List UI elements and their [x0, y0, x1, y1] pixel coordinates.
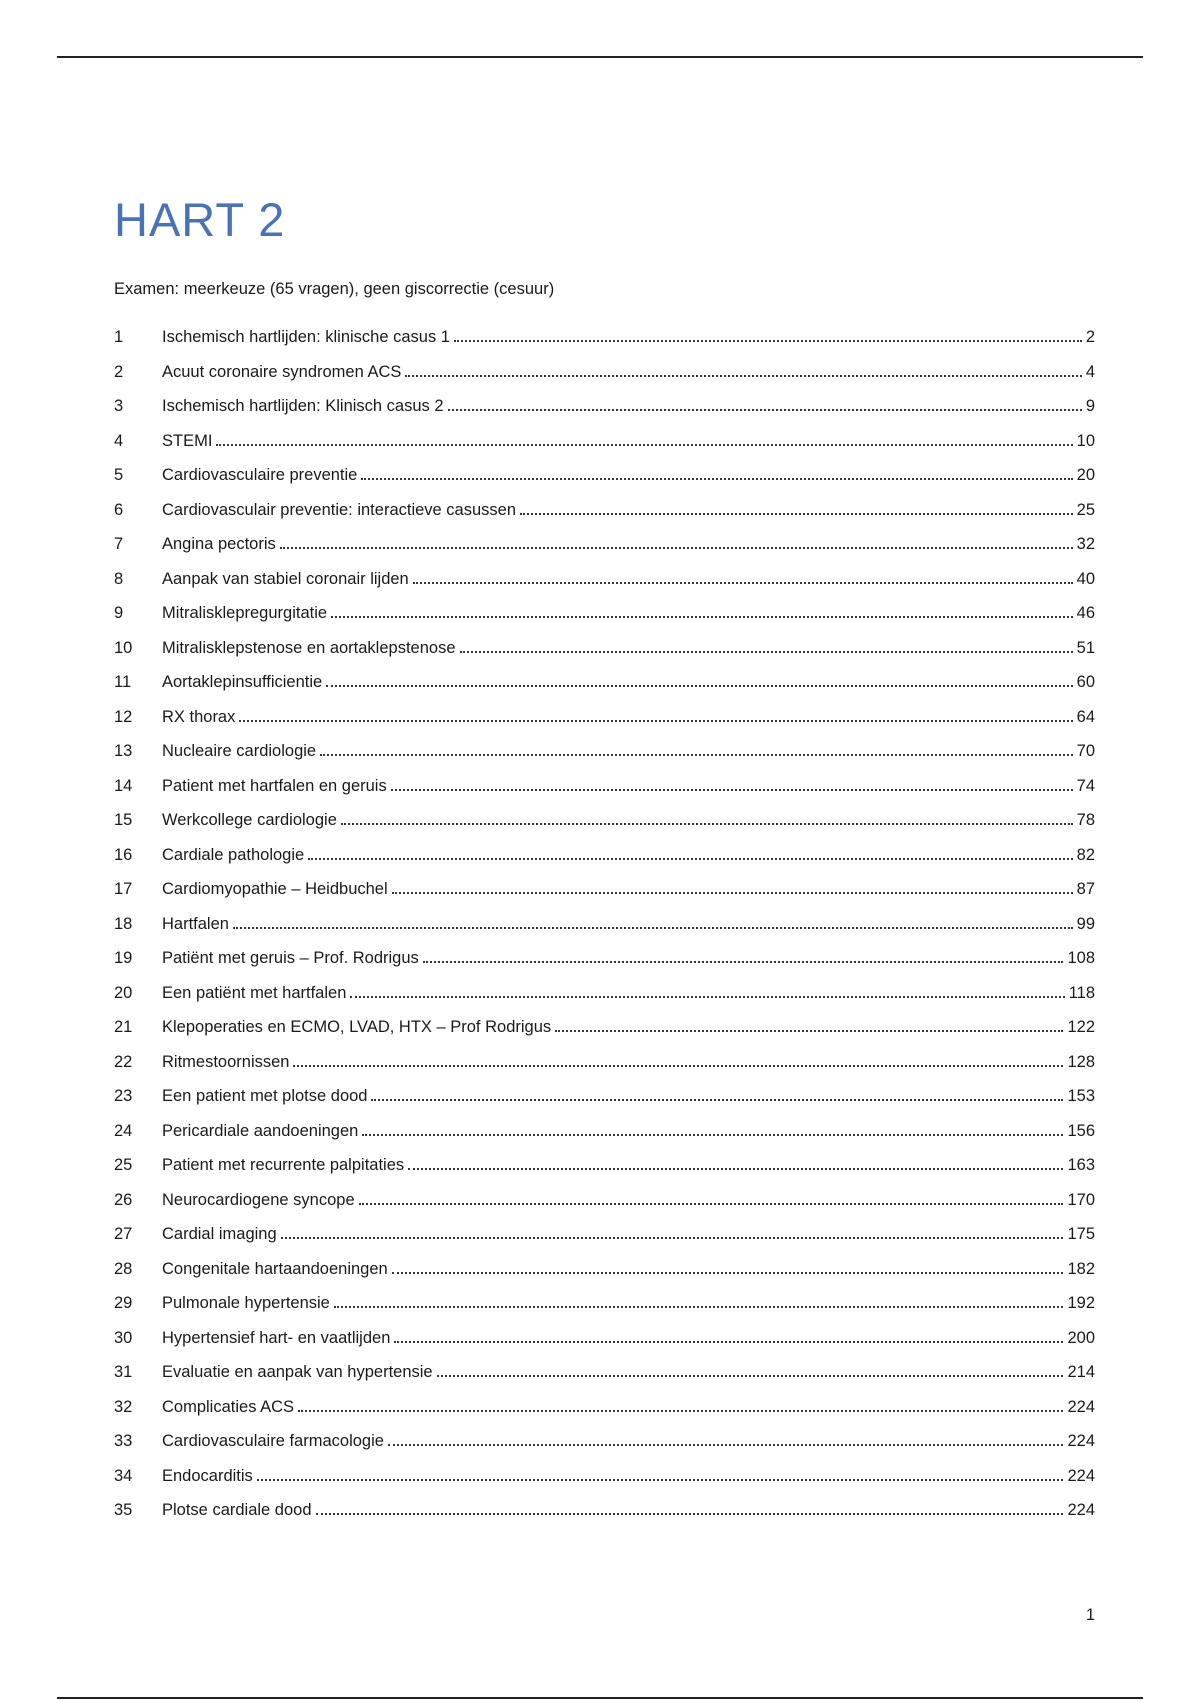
table-of-contents [114, 326, 1095, 1534]
toc-entry-number: 2 [114, 362, 124, 381]
toc-entry-title[interactable]: RX thorax [162, 707, 236, 726]
toc-entry-number: 18 [114, 914, 133, 933]
toc-entry-page[interactable]: 51 [1076, 638, 1095, 657]
toc-entry[interactable] [114, 706, 1095, 741]
toc-entry[interactable] [114, 775, 1095, 810]
toc-entry-number: 17 [114, 880, 133, 898]
toc-entry-title[interactable]: Cardial imaging [162, 1225, 277, 1243]
toc-dot-leader [362, 1134, 1063, 1136]
toc-entry-page[interactable]: 224 [1067, 1466, 1095, 1485]
toc-entry-page[interactable]: 60 [1076, 673, 1095, 691]
toc-entry-title[interactable]: Cardiovasculair preventie: interactieve casussen [162, 500, 517, 519]
toc-dot-leader [334, 1306, 1064, 1308]
toc-entry-number: 6 [114, 500, 124, 519]
toc-entry-title[interactable]: Nucleaire cardiologie [162, 742, 317, 760]
toc-entry-title[interactable]: Aanpak van stabiel coronair lijden [162, 569, 409, 588]
toc-entry-page[interactable]: 78 [1076, 811, 1095, 829]
toc-entry-title[interactable]: STEMI [162, 431, 213, 450]
toc-entry-number: 5 [114, 466, 124, 484]
toc-dot-leader [298, 1410, 1063, 1412]
toc-entry[interactable] [114, 637, 1095, 672]
toc-entry-page[interactable]: 46 [1076, 604, 1095, 622]
toc-entry-number: 27 [114, 1225, 133, 1243]
toc-entry[interactable] [114, 1051, 1095, 1086]
toc-entry-page[interactable]: 74 [1076, 776, 1095, 795]
toc-entry[interactable] [114, 1465, 1095, 1500]
toc-entry-title[interactable]: Hypertensief hart- en vaatlijden [162, 1328, 391, 1347]
toc-entry-title[interactable]: Aortaklepinsufficientie [162, 673, 323, 691]
toc-entry-title[interactable]: Evaluatie en aanpak van hypertensie [162, 1363, 433, 1381]
toc-entry-number: 34 [114, 1466, 133, 1485]
toc-entry-page[interactable]: 87 [1076, 880, 1095, 898]
toc-dot-leader [408, 1168, 1063, 1170]
toc-entry-title[interactable]: Acuut coronaire syndromen ACS [162, 362, 402, 381]
toc-entry-number: 22 [114, 1052, 133, 1071]
toc-entry-page[interactable]: 224 [1067, 1432, 1095, 1450]
toc-entry[interactable] [114, 913, 1095, 948]
toc-entry-page[interactable]: 122 [1067, 1018, 1095, 1036]
toc-entry-title[interactable]: Neurocardiogene syncope [162, 1190, 355, 1209]
toc-dot-leader [331, 616, 1073, 618]
page-number: 1 [1085, 1606, 1095, 1624]
toc-entry-page[interactable]: 153 [1067, 1087, 1095, 1105]
toc-entry-title[interactable]: Cardiale pathologie [162, 845, 305, 864]
toc-entry[interactable] [114, 430, 1095, 465]
toc-dot-leader [423, 961, 1064, 963]
toc-dot-leader [361, 478, 1072, 480]
toc-dot-leader [392, 1272, 1064, 1274]
toc-entry-title[interactable]: Pericardiale aandoeningen [162, 1121, 359, 1140]
toc-entry-title[interactable]: Mitralisklepregurgitatie [162, 604, 328, 622]
toc-entry[interactable] [114, 1189, 1095, 1224]
toc-dot-leader [216, 444, 1072, 446]
toc-entry-number: 9 [114, 604, 124, 622]
toc-entry-number: 10 [114, 638, 133, 657]
toc-dot-leader [280, 547, 1073, 549]
toc-entry-title[interactable]: Patiënt met geruis – Prof. Rodrigus [162, 949, 419, 967]
toc-entry-page[interactable]: 224 [1067, 1397, 1095, 1416]
toc-entry[interactable] [114, 740, 1095, 775]
toc-entry-title[interactable]: Een patiënt met hartfalen [162, 983, 347, 1002]
toc-dot-leader [391, 789, 1073, 791]
toc-dot-leader [394, 1341, 1063, 1343]
toc-dot-leader [257, 1479, 1064, 1481]
toc-entry[interactable] [114, 1430, 1095, 1465]
toc-entry[interactable] [114, 1258, 1095, 1293]
toc-entry-number: 7 [114, 535, 124, 553]
toc-entry-page[interactable]: 118 [1068, 983, 1095, 1002]
toc-entry-page[interactable]: 32 [1076, 535, 1095, 553]
toc-dot-leader [520, 513, 1073, 515]
toc-dot-leader [341, 823, 1073, 825]
toc-dot-leader [308, 858, 1072, 860]
toc-entry[interactable] [114, 844, 1095, 879]
toc-entry[interactable] [114, 982, 1095, 1017]
toc-entry-page[interactable]: 40 [1076, 569, 1095, 588]
toc-entry-number: 25 [114, 1156, 133, 1174]
toc-entry-title[interactable]: Cardiovasculaire farmacologie [162, 1432, 384, 1450]
toc-entry[interactable] [114, 464, 1095, 499]
toc-entry-title[interactable]: Plotse cardiale dood [162, 1501, 312, 1519]
toc-entry[interactable] [114, 878, 1095, 913]
toc-dot-leader [320, 754, 1073, 756]
toc-entry-number: 32 [114, 1397, 133, 1416]
toc-entry-number: 26 [114, 1190, 133, 1209]
toc-entry-title[interactable]: Ischemisch hartlijden: Klinisch casus 2 [162, 397, 444, 415]
toc-entry[interactable] [114, 568, 1095, 603]
toc-entry-number: 11 [114, 673, 132, 691]
toc-entry-title[interactable]: Angina pectoris [162, 535, 276, 553]
toc-entry-title[interactable]: Pulmonale hypertensie [162, 1294, 330, 1312]
toc-dot-leader [392, 892, 1073, 894]
toc-entry-page[interactable]: 2 [1085, 328, 1095, 346]
toc-entry[interactable] [114, 533, 1095, 568]
toc-entry-page[interactable]: 163 [1067, 1156, 1095, 1174]
toc-entry[interactable] [114, 1223, 1095, 1258]
toc-entry[interactable] [114, 1085, 1095, 1120]
toc-entry-page[interactable]: 128 [1067, 1052, 1095, 1071]
toc-dot-leader [293, 1065, 1063, 1067]
toc-entry-title[interactable]: Patient met hartfalen en geruis [162, 776, 387, 795]
toc-dot-leader [371, 1099, 1063, 1101]
toc-entry-title[interactable]: Patient met recurrente palpitaties [162, 1156, 405, 1174]
toc-entry-number: 1 [114, 328, 124, 346]
toc-entry[interactable] [114, 1396, 1095, 1431]
toc-entry[interactable] [114, 1292, 1095, 1327]
toc-entry-page[interactable]: 224 [1067, 1501, 1095, 1519]
toc-entry-title[interactable]: Klepoperaties en ECMO, LVAD, HTX – Prof Rodrigus [162, 1018, 552, 1036]
toc-entry-number: 35 [114, 1501, 133, 1519]
toc-entry[interactable] [114, 1499, 1095, 1534]
toc-entry-number: 33 [114, 1432, 133, 1450]
toc-entry-page[interactable]: 156 [1067, 1121, 1095, 1140]
toc-entry-page[interactable]: 182 [1067, 1259, 1095, 1278]
toc-entry-page[interactable]: 108 [1067, 949, 1095, 967]
toc-entry-number: 12 [114, 707, 133, 726]
toc-entry-number: 28 [114, 1259, 133, 1278]
toc-entry-number: 8 [114, 569, 124, 588]
toc-entry-number: 19 [114, 949, 133, 967]
toc-dot-leader [233, 927, 1073, 929]
toc-entry[interactable] [114, 947, 1095, 982]
toc-entry-title[interactable]: Cardiovasculaire preventie [162, 466, 358, 484]
toc-entry-page[interactable]: 9 [1085, 397, 1095, 415]
toc-dot-leader [316, 1513, 1064, 1515]
toc-entry-page[interactable]: 170 [1067, 1190, 1095, 1209]
toc-entry[interactable] [114, 326, 1095, 361]
toc-entry-title[interactable]: Congenitale hartaandoeningen [162, 1259, 388, 1278]
toc-entry-title[interactable]: Complicaties ACS [162, 1397, 295, 1416]
toc-entry-page[interactable]: 214 [1067, 1363, 1095, 1381]
toc-entry-title[interactable]: Ischemisch hartlijden: klinische casus 1 [162, 328, 450, 346]
toc-dot-leader [405, 375, 1081, 377]
toc-entry-page[interactable]: 82 [1076, 845, 1095, 864]
toc-entry[interactable] [114, 361, 1095, 396]
toc-entry-number: 13 [114, 742, 133, 760]
toc-dot-leader [359, 1203, 1064, 1205]
toc-entry-page[interactable]: 25 [1076, 500, 1095, 519]
header-rule [57, 56, 1143, 58]
toc-entry-number: 16 [114, 845, 133, 864]
toc-entry[interactable] [114, 395, 1095, 430]
toc-dot-leader [448, 409, 1082, 411]
toc-entry[interactable] [114, 1120, 1095, 1155]
toc-entry-page[interactable]: 70 [1076, 742, 1095, 760]
toc-entry-title[interactable]: Een patient met plotse dood [162, 1087, 368, 1105]
document-title: HART 2 [114, 193, 286, 246]
toc-dot-leader [437, 1375, 1064, 1377]
toc-entry-number: 29 [114, 1294, 133, 1312]
toc-dot-leader [460, 651, 1073, 653]
toc-entry[interactable] [114, 499, 1095, 534]
toc-entry[interactable] [114, 1154, 1095, 1189]
toc-dot-leader [555, 1030, 1063, 1032]
toc-dot-leader [326, 685, 1072, 687]
toc-entry-number: 4 [114, 431, 124, 450]
toc-entry[interactable] [114, 602, 1095, 637]
toc-entry-title[interactable]: Hartfalen [162, 914, 229, 933]
toc-entry-page[interactable]: 175 [1067, 1225, 1095, 1243]
toc-entry-title[interactable]: Cardiomyopathie – Heidbuchel [162, 880, 388, 898]
toc-entry-number: 3 [114, 397, 124, 415]
toc-dot-leader [388, 1444, 1064, 1446]
toc-dot-leader [281, 1237, 1064, 1239]
toc-entry[interactable] [114, 1016, 1095, 1051]
toc-entry-number: 21 [114, 1018, 133, 1036]
toc-entry-number: 31 [114, 1363, 133, 1381]
toc-dot-leader [413, 582, 1073, 584]
toc-entry-page[interactable]: 64 [1076, 707, 1095, 726]
toc-dot-leader [239, 720, 1072, 722]
toc-entry-number: 14 [114, 776, 133, 795]
toc-entry-page[interactable]: 10 [1076, 431, 1095, 450]
toc-entry-title[interactable]: Endocarditis [162, 1466, 253, 1485]
toc-dot-leader [454, 340, 1082, 342]
toc-entry[interactable] [114, 809, 1095, 844]
toc-entry-number: 23 [114, 1087, 133, 1105]
toc-entry-title[interactable]: Mitralisklepstenose en aortaklepstenose [162, 638, 456, 657]
toc-entry-title[interactable]: Ritmestoornissen [162, 1052, 290, 1071]
toc-entry-page[interactable]: 200 [1067, 1328, 1095, 1347]
toc-entry-number: 30 [114, 1328, 133, 1347]
toc-entry-number: 15 [114, 811, 133, 829]
toc-entry-page[interactable]: 99 [1076, 914, 1095, 933]
toc-entry-number: 24 [114, 1121, 133, 1140]
toc-entry-number: 20 [114, 983, 133, 1002]
toc-dot-leader [350, 996, 1064, 998]
toc-entry-page[interactable]: 192 [1067, 1294, 1095, 1312]
toc-entry-page[interactable]: 4 [1085, 362, 1095, 381]
toc-entry-title[interactable]: Werkcollege cardiologie [162, 811, 337, 829]
toc-entry[interactable] [114, 1361, 1095, 1396]
exam-info: Examen: meerkeuze (65 vragen), geen giscorrectie (cesuur) [114, 280, 555, 298]
toc-entry[interactable] [114, 671, 1095, 706]
toc-entry[interactable] [114, 1327, 1095, 1362]
footer-rule [57, 1697, 1143, 1699]
toc-entry-page[interactable]: 20 [1076, 466, 1095, 484]
